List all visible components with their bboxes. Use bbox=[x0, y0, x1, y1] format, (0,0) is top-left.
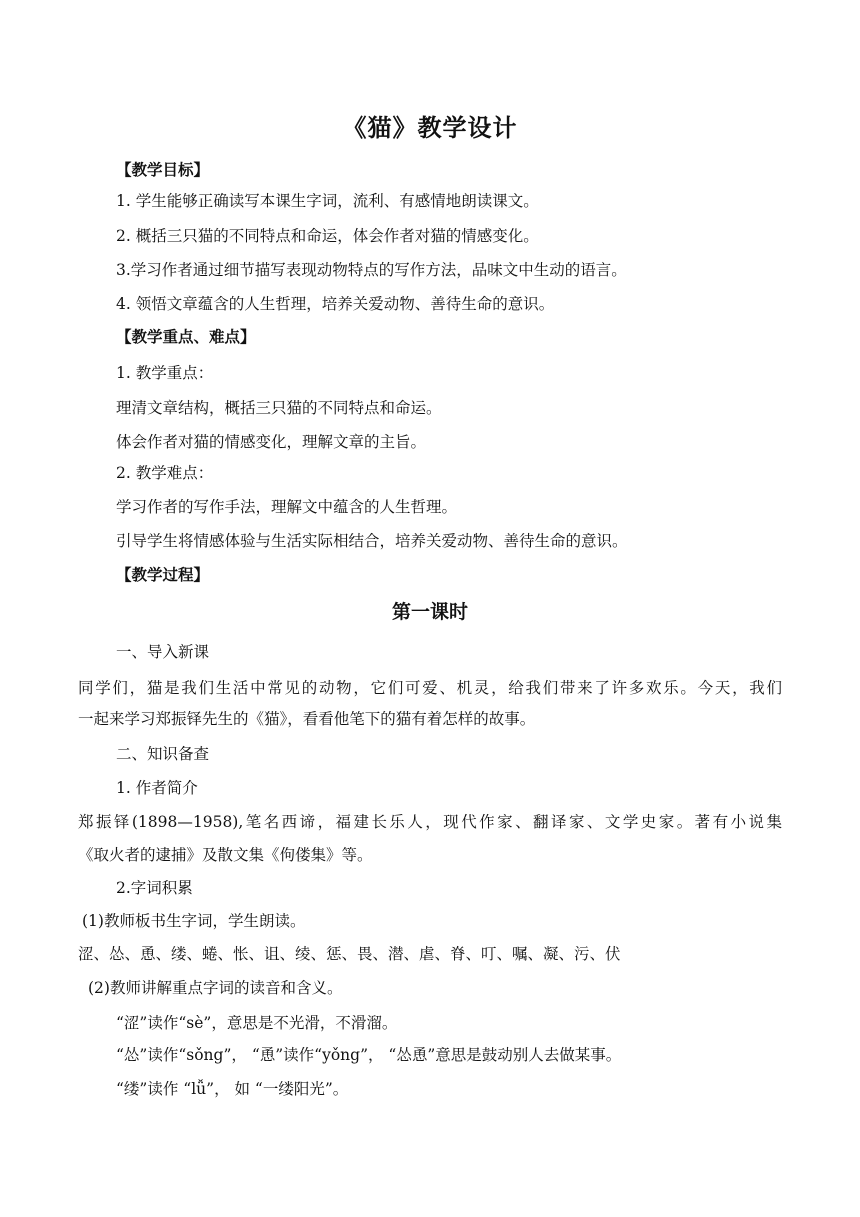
knowledge-heading: 二、知识备查 bbox=[116, 745, 210, 763]
objective-item: 3.学习作者通过细节描写表现动物特点的写作方法，品味文中生动的语言。 bbox=[116, 261, 627, 279]
author-label: 1. 作者简介 bbox=[116, 779, 198, 797]
word-explanation: “涩”读作“sè”，意思是不光滑，不滑溜。 bbox=[116, 1014, 398, 1032]
difficulty-item: 引导学生将情感体验与生活实际相结合，培养关爱动物、善待生命的意识。 bbox=[116, 532, 628, 550]
difficulty-label: 2. 教学难点： bbox=[116, 464, 214, 482]
document-title: 《猫》教学设计 bbox=[342, 113, 518, 142]
objective-item: 4. 领悟文章蕴含的人生哲理，培养关爱动物、善待生命的意识。 bbox=[116, 295, 555, 313]
focus-item: 理清文章结构，概括三只猫的不同特点和命运。 bbox=[116, 399, 442, 417]
objective-item: 2. 概括三只猫的不同特点和命运，体会作者对猫的情感变化。 bbox=[116, 227, 539, 245]
author-paragraph-line: 《取火者的逮捕》及散文集《佝偻集》等。 bbox=[78, 846, 373, 864]
focus-item: 体会作者对猫的情感变化，理解文章的主旨。 bbox=[116, 433, 427, 451]
word-explanation: “缕”读作 “lǚ”， 如 “一缕阳光”。 bbox=[116, 1080, 349, 1098]
intro-paragraph-line: 同学们，猫是我们生活中常见的动物，它们可爱、机灵，给我们带来了许多欢乐。今天，我们 bbox=[78, 679, 782, 697]
vocab-step: (1)教师板书生字词，学生朗读。 bbox=[82, 912, 306, 930]
vocab-characters: 涩、怂、恿、缕、蜷、怅、诅、绫、惩、畏、潜、虐、脊、叮、嘱、凝、污、伏 bbox=[78, 945, 621, 963]
difficulty-item: 学习作者的写作手法，理解文中蕴含的人生哲理。 bbox=[116, 498, 458, 516]
objective-item: 1. 学生能够正确读写本课生字词，流利、有感情地朗读课文。 bbox=[116, 192, 539, 210]
objectives-heading: 【教学目标】 bbox=[116, 160, 210, 179]
word-explanation: “怂”读作“sǒng”， “恿”读作“yǒng”， “怂恿”意思是鼓动别人去做某事。 bbox=[116, 1046, 622, 1064]
key-points-heading: 【教学重点、难点】 bbox=[116, 327, 256, 346]
intro-heading: 一、导入新课 bbox=[116, 643, 210, 661]
focus-label: 1. 教学重点： bbox=[116, 364, 214, 382]
process-heading: 【教学过程】 bbox=[116, 565, 210, 584]
intro-paragraph-line: 一起来学习郑振铎先生的《猫》，看看他笔下的猫有着怎样的故事。 bbox=[78, 710, 536, 728]
lesson-title: 第一课时 bbox=[391, 601, 468, 623]
author-paragraph-line: 郑振铎(1898—1958),笔名西谛，福建长乐人，现代作家、翻译家、文学史家。著有小说集 bbox=[78, 813, 782, 831]
vocab-step: (2)教师讲解重点字词的读音和含义。 bbox=[88, 979, 343, 997]
vocab-label: 2.字词积累 bbox=[116, 879, 193, 897]
